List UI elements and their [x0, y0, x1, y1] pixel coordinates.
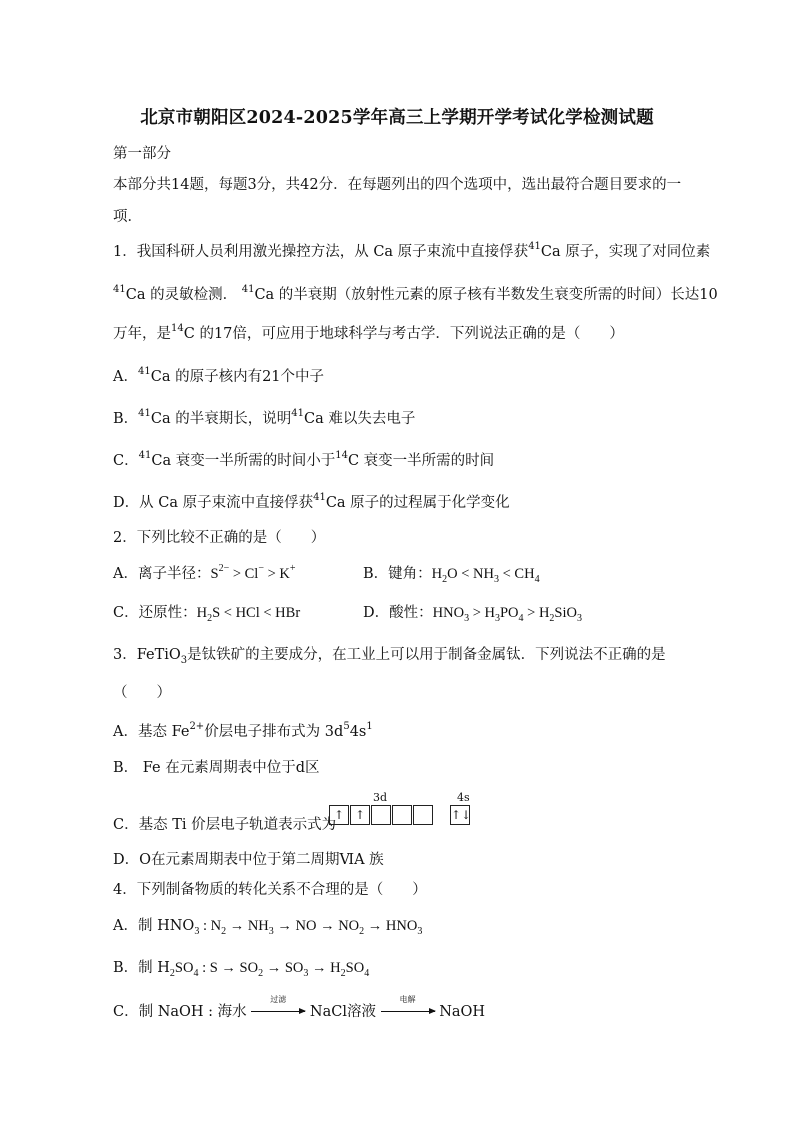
page-title: 北京市朝阳区2024-2025学年高三上学期开学考试化学检测试题 — [140, 108, 654, 128]
part-heading: 第一部分 — [113, 146, 171, 162]
q3-option-a: A．基态 $Fe^{2+}$价层电子排布式为 $3d^54s^1$ — [113, 721, 373, 740]
arrow-electrolysis: 电解 — [381, 1002, 435, 1022]
orbital-3d-2: ↑ — [350, 805, 370, 825]
orbital-3d-1: ↑ — [329, 805, 349, 825]
orbital-3d-4 — [392, 805, 412, 825]
q3-option-d: D．O在元素周期表中位于第二周期ⅥA 族 — [113, 852, 384, 868]
q1-line-2: $^{41}$Ca 的灵敏检测． $^{41}$Ca 的半衰期（放射性元素的原子核有半数发生衰变所需的时间）长达10 — [113, 284, 718, 303]
q2-option-a: A．离子半径：$S^{2-} > Cl^- > K^+$ — [113, 563, 296, 582]
q4-option-c: C．制 NaOH : 海水 过滤 NaCl溶液 电解 NaOH — [113, 995, 486, 1020]
q4-option-b: B．制 $H_2SO_4$ : $S \to SO_2 \to SO_3 \to H_2SO_4$ — [113, 960, 370, 979]
label-4s: 4s — [457, 791, 470, 804]
arrow-filter: 过滤 — [251, 1002, 305, 1022]
orbital-4s: ↑↓ — [450, 805, 470, 825]
orbital-3d-3 — [371, 805, 391, 825]
q2-option-c: C．还原性：$H_2S$ < HCl < HBr — [113, 605, 301, 624]
q3-stem-1: 3．FeTiO$_3$是钛铁矿的主要成分，在工业上可以用于制备金属钛．下列说法不正确的是 — [113, 647, 666, 666]
ti-orbital-diagram — [329, 791, 474, 831]
orbital-3d-5 — [413, 805, 433, 825]
q4-stem: 4．下列制备物质的转化关系不合理的是（ ） — [113, 882, 427, 898]
q3-option-b: B． Fe 在元素周期表中位于d区 — [113, 760, 320, 776]
q1-option-a: A．$^{41}$Ca 的原子核内有21个中子 — [113, 366, 325, 385]
q1-line-1: 1．我国科研人员利用激光操控方法，从 Ca 原子束流中直接俘获$^{41}$Ca 原子，实现了对同位素 — [113, 241, 711, 260]
q1-line-3: 万年，是$^{14}$C 的17倍，可应用于地球科学与考古学．下列说法正确的是（ ） — [113, 323, 624, 342]
intro-line-2: 项． — [113, 209, 142, 225]
q2-option-d: D．酸性：$HNO_3 > H_3PO_4 > H_2SiO_3$ — [363, 605, 582, 624]
label-3d: 3d — [373, 791, 388, 804]
q1-option-c: C．$^{41}$Ca 衰变一半所需的时间小于$^{14}$C 衰变一半所需的时间 — [113, 450, 495, 469]
q1-option-b: B．$^{41}$Ca 的半衰期长，说明$^{41}$Ca 难以失去电子 — [113, 408, 416, 427]
intro-line-1: 本部分共14题，每题3分，共42分．在每题列出的四个选项中，选出最符合题目要求的一 — [113, 177, 682, 193]
q1-option-d: D．从 Ca 原子束流中直接俘获$^{41}$Ca 原子的过程属于化学变化 — [113, 492, 510, 511]
q4-option-a: A．制 $HNO_3$ : $N_2 \to NH_3$ → NO → $NO_2 \to HNO_3$ — [113, 918, 423, 937]
q2-stem: 2．下列比较不正确的是（ ） — [113, 530, 326, 546]
q2-option-b: B．键角：$H_2O < NH_3 < CH_4$ — [363, 566, 540, 585]
q3-stem-2: （ ） — [113, 685, 171, 701]
q3-option-c: C．基态 Ti 价层电子轨道表示式为 — [113, 817, 337, 833]
